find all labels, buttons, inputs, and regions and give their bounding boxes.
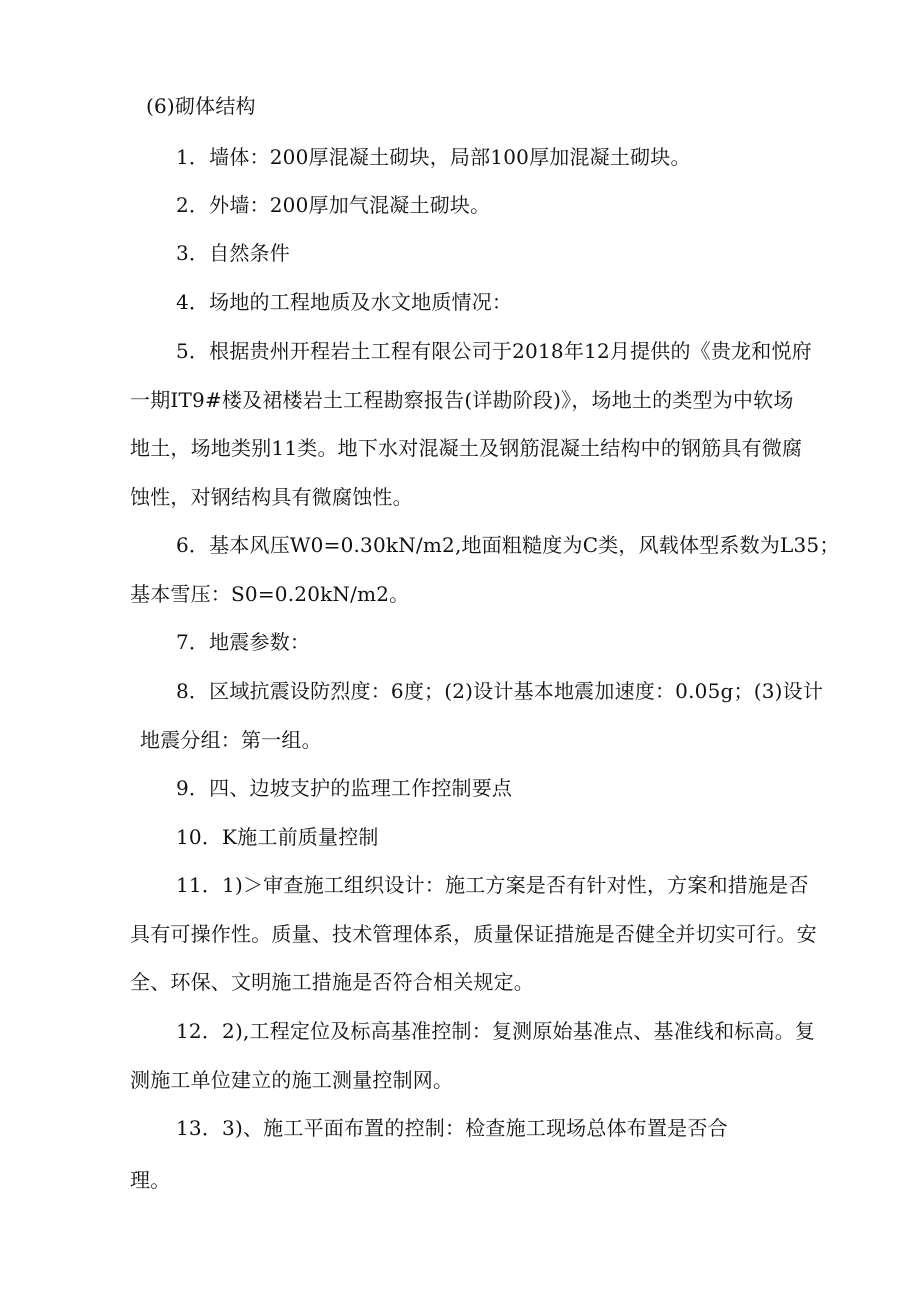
section-heading: (6)砌体结构 [146,94,256,118]
paragraph-line: 10．K施工前质量控制 [176,825,379,849]
paragraph-line: 基本雪压：S0=0.20kN/m2。 [130,582,410,606]
paragraph-line: 测施工单位建立的施工测量控制网。 [130,1068,454,1092]
paragraph-line: 9．四、边坡支护的监理工作控制要点 [176,776,513,800]
paragraph-line: 具有可操作性。质量、技术管理体系，质量保证措施是否健全并切实可行。安 [130,922,817,946]
paragraph-line: 13．3)、施工平面布置的控制：检查施工现场总体布置是否合 [176,1116,728,1140]
paragraph-line: 2．外墙：200厚加气混凝土砌块。 [176,193,491,217]
paragraph-line: 11．1)＞审查施工组织设计：施工方案是否有针对性，方案和措施是否 [176,873,809,897]
paragraph-line: 理。 [130,1168,171,1192]
paragraph-line: 蚀性，对钢结构具有微腐蚀性。 [130,485,413,509]
paragraph-line: 全、环保、文明施工措施是否符合相关规定。 [130,970,534,994]
paragraph-line: 8．区域抗震设防烈度：6度；(2)设计基本地震加速度：0.05g；(3)设计 [176,679,824,703]
paragraph-line: 地震分组：第一组。 [140,728,322,752]
paragraph-line: 地土，场地类别11类。地下水对混凝土及钢筋混凝土结构中的钢筋具有微腐 [130,436,803,460]
paragraph-line: 6．基本风压W0=0.30kN/m2,地面粗糙度为C类，风载体型系数为L35； [176,533,840,557]
paragraph-line: 7．地震参数： [176,630,311,654]
paragraph-line: 一期IT9#楼及裙楼岩土工程勘察报告(详勘阶段)》，场地土的类型为中软场 [130,388,794,412]
paragraph-line: 12．2),工程定位及标高基准控制：复测原始基准点、基准线和标高。复 [176,1019,816,1043]
paragraph-line: 5．根据贵州开程岩土工程有限公司于2018年12月提供的《贵龙和悦府 [176,339,812,363]
paragraph-line: 1．墙体：200厚混凝土砌块，局部100厚加混凝土砌块。 [176,145,691,169]
paragraph-line: 4．场地的工程地质及水文地质情况： [176,290,513,314]
paragraph-line: 3．自然条件 [176,241,290,265]
